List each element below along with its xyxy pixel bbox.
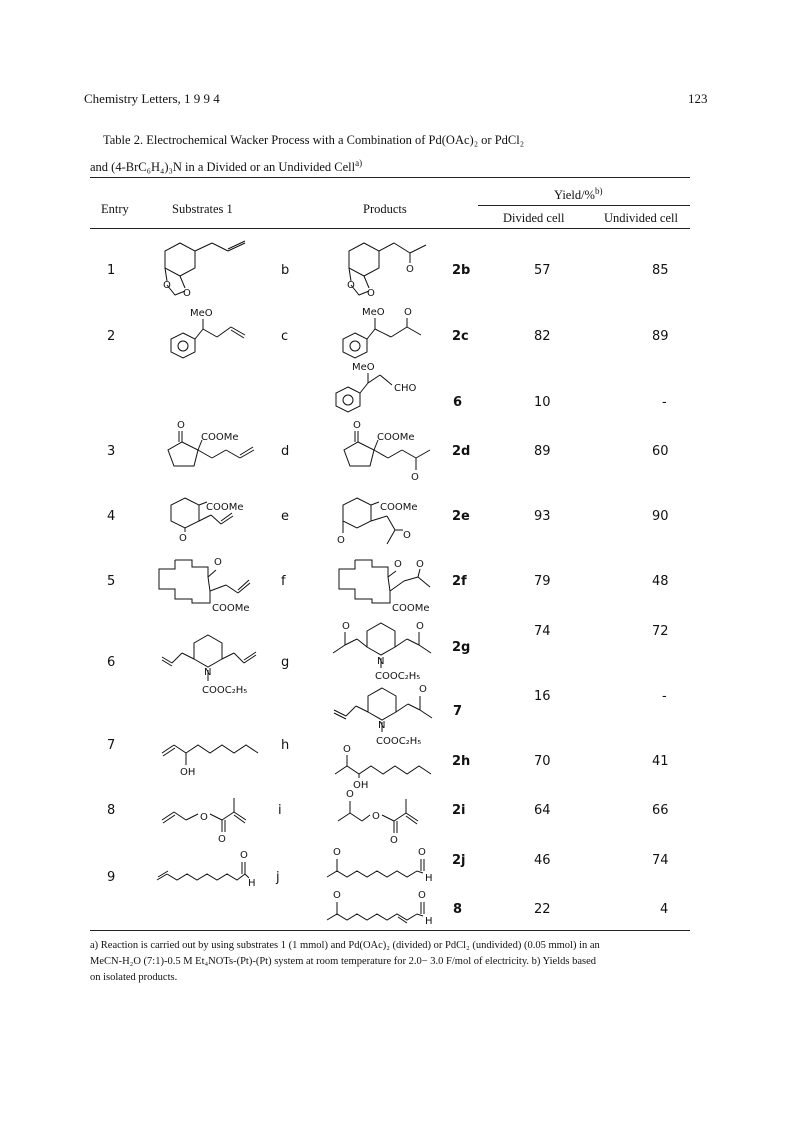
- substrate-label-1: b: [281, 263, 290, 278]
- footnote-line1: a) Reaction is carried out by using substrates 1 (1 mmol) and Pd(OAc)₂ (divided) or PdCl₂ (undivided) (0.05 mmol) in an: [90, 940, 600, 951]
- entry-6: 6: [107, 655, 116, 670]
- yield-undivided-6: -: [662, 395, 667, 410]
- atom-cho: CHO: [394, 383, 417, 394]
- product-label-2e: 2e: [452, 509, 470, 524]
- atom-o: O: [416, 559, 424, 570]
- atom-o: O: [333, 890, 341, 901]
- structure-2e: [337, 490, 447, 550]
- atom-o: O: [419, 684, 427, 695]
- atom-oh: OH: [180, 767, 196, 778]
- product-label-2j: 2j: [452, 853, 466, 868]
- atom-o: O: [411, 472, 419, 483]
- yield-undivided-8: 41: [652, 754, 669, 769]
- atom-cooet: COOC₂H₅: [376, 736, 422, 747]
- product-label-2b: 2b: [452, 263, 471, 278]
- yield-undivided-3: 60: [652, 444, 669, 459]
- product-label-2f: 2f: [452, 574, 467, 589]
- yield-divided-8: 70: [534, 754, 551, 769]
- col-products: Products: [363, 202, 407, 216]
- footnote-line3: on isolated products.: [90, 972, 178, 983]
- structure-2i: [330, 785, 445, 845]
- yield-rule: [478, 205, 690, 206]
- atom-coome: COOMe: [377, 432, 415, 443]
- atom-coome: COOMe: [212, 603, 250, 614]
- substrate-label-3: d: [281, 444, 290, 459]
- product-label-2d: 2d: [452, 444, 471, 459]
- atom-o: O: [367, 288, 375, 299]
- yield-divided-5: 79: [534, 574, 551, 589]
- yield-divided-7: 16: [534, 689, 551, 704]
- header-rule: [90, 228, 690, 229]
- atom-o: O: [418, 847, 426, 858]
- atom-o: O: [416, 621, 424, 632]
- table-footnote: [90, 938, 700, 986]
- yield-undivided-4: 90: [652, 509, 669, 524]
- structure-2j: [325, 845, 450, 890]
- entry-8: 8: [107, 803, 116, 818]
- atom-n: N: [377, 656, 385, 667]
- substrate-label-4: e: [281, 509, 289, 524]
- atom-coome: COOMe: [206, 502, 244, 513]
- atom-o: O: [353, 420, 361, 431]
- product-label-8: 8: [453, 902, 463, 917]
- entry-1: 1: [107, 263, 116, 278]
- yield-divided-9: 64: [534, 803, 551, 818]
- atom-o: O: [163, 280, 171, 291]
- atom-coome: COOMe: [380, 502, 418, 513]
- yield-undivided-1: 85: [652, 263, 669, 278]
- yield-divided-11: 22: [534, 902, 551, 917]
- yield-undivided-11: 4: [660, 902, 669, 917]
- atom-o: O: [343, 744, 351, 755]
- structure-2d: [336, 418, 446, 483]
- atom-coome: COOMe: [201, 432, 239, 443]
- yield-undivided-2: 89: [652, 329, 669, 344]
- atom-o: O: [200, 812, 208, 823]
- structure-2b: [334, 235, 449, 300]
- atom-n: N: [378, 720, 386, 731]
- yield-divided-3: 89: [534, 444, 551, 459]
- col-yield: Yield/%$^{b)}$: [554, 186, 603, 203]
- atom-o: O: [218, 834, 226, 845]
- structure-6: [330, 357, 445, 412]
- structure-1h: [160, 735, 270, 780]
- yield-divided-10: 46: [534, 853, 551, 868]
- product-label-2h: 2h: [452, 754, 471, 769]
- atom-meo: MeO: [190, 308, 213, 319]
- top-rule: [90, 177, 690, 178]
- page-number: 123: [688, 91, 708, 106]
- entry-7: 7: [107, 738, 116, 753]
- structure-1c: [165, 305, 265, 360]
- col-entry: Entry: [101, 202, 129, 216]
- substrate-label-8: i: [278, 803, 282, 818]
- structure-2f: [330, 555, 450, 620]
- structure-1j: [155, 848, 275, 893]
- product-label-2i: 2i: [452, 803, 466, 818]
- atom-o: O: [337, 535, 345, 546]
- structure-2g: [325, 615, 450, 685]
- atom-h: H: [248, 878, 256, 889]
- entry-5: 5: [107, 574, 116, 589]
- footnote-line2: MeCN-H₂O (7:1)-0.5 M Et₄NOTs-(Pt)-(Pt) system at room temperature for 2.0− 3.0 F/mol of electricity. b) Yields based: [90, 956, 597, 967]
- atom-o: O: [179, 533, 187, 544]
- substrate-label-7: h: [281, 738, 290, 753]
- atom-o: O: [406, 264, 414, 275]
- product-label-2g: 2g: [452, 640, 471, 655]
- atom-meo: MeO: [352, 362, 375, 373]
- yield-divided-4: 93: [534, 509, 551, 524]
- atom-n: N: [204, 667, 212, 678]
- atom-o: O: [390, 835, 398, 846]
- yield-divided-1: 57: [534, 263, 551, 278]
- atom-o: O: [347, 280, 355, 291]
- atom-o: O: [404, 307, 412, 318]
- entry-2: 2: [107, 329, 116, 344]
- substrate-label-9: j: [276, 870, 280, 885]
- atom-h: H: [425, 873, 433, 884]
- substrate-label-5: f: [281, 574, 286, 589]
- atom-o: O: [403, 530, 411, 541]
- atom-cooet: COOC₂H₅: [202, 685, 248, 696]
- structure-1i: [160, 790, 270, 845]
- atom-o: O: [418, 890, 426, 901]
- atom-o: O: [342, 621, 350, 632]
- structure-8: [325, 888, 450, 933]
- entry-9: 9: [107, 870, 116, 885]
- yield-undivided-10: 74: [652, 853, 669, 868]
- product-label-2c: 2c: [452, 329, 469, 344]
- yield-divided-6: 74: [534, 624, 551, 639]
- product-label-6: 6: [453, 395, 463, 410]
- atom-o: O: [183, 288, 191, 299]
- col-substrates: Substrates 1: [172, 202, 233, 216]
- atom-o: O: [177, 420, 185, 431]
- atom-h: H: [425, 916, 433, 927]
- atom-o: O: [214, 557, 222, 568]
- atom-cooet: COOC₂H₅: [375, 671, 421, 682]
- atom-o: O: [346, 789, 354, 800]
- substrate-label-2: c: [281, 329, 289, 344]
- atom-o: O: [394, 559, 402, 570]
- atom-meo: MeO: [362, 307, 385, 318]
- yield-undivided-7: -: [662, 689, 667, 704]
- table-caption-line2: and (4-BrC₆H₄)₃N in a Divided or an Undivided Cell$^{a)}$: [90, 158, 363, 175]
- structure-2c: [337, 303, 437, 358]
- yield-undivided-6: 72: [652, 624, 669, 639]
- entry-3: 3: [107, 444, 116, 459]
- atom-oh: OH: [353, 780, 369, 791]
- atom-coome: COOMe: [392, 603, 430, 614]
- atom-o: O: [333, 847, 341, 858]
- col-undivided: Undivided cell: [604, 211, 678, 225]
- col-divided: Divided cell: [503, 211, 565, 225]
- substrate-label-6: g: [281, 655, 290, 670]
- structure-1f: [150, 555, 275, 615]
- product-label-7: 7: [453, 704, 463, 719]
- atom-o: O: [240, 850, 248, 861]
- yield-divided-6: 10: [534, 395, 551, 410]
- atom-o: O: [372, 811, 380, 822]
- structure-1d: [160, 418, 275, 473]
- journal-header: Chemistry Letters, 1 9 9 4: [84, 91, 220, 106]
- structure-1e: [165, 490, 270, 545]
- entry-4: 4: [107, 509, 116, 524]
- yield-undivided-5: 48: [652, 574, 669, 589]
- structure-1b: [150, 235, 270, 300]
- table-caption-line1: Table 2. Electrochemical Wacker Process with a Combination of Pd(OAc)₂ or PdCl₂: [103, 133, 525, 147]
- yield-undivided-9: 66: [652, 803, 669, 818]
- yield-divided-2: 82: [534, 329, 551, 344]
- structure-1g: [160, 625, 270, 700]
